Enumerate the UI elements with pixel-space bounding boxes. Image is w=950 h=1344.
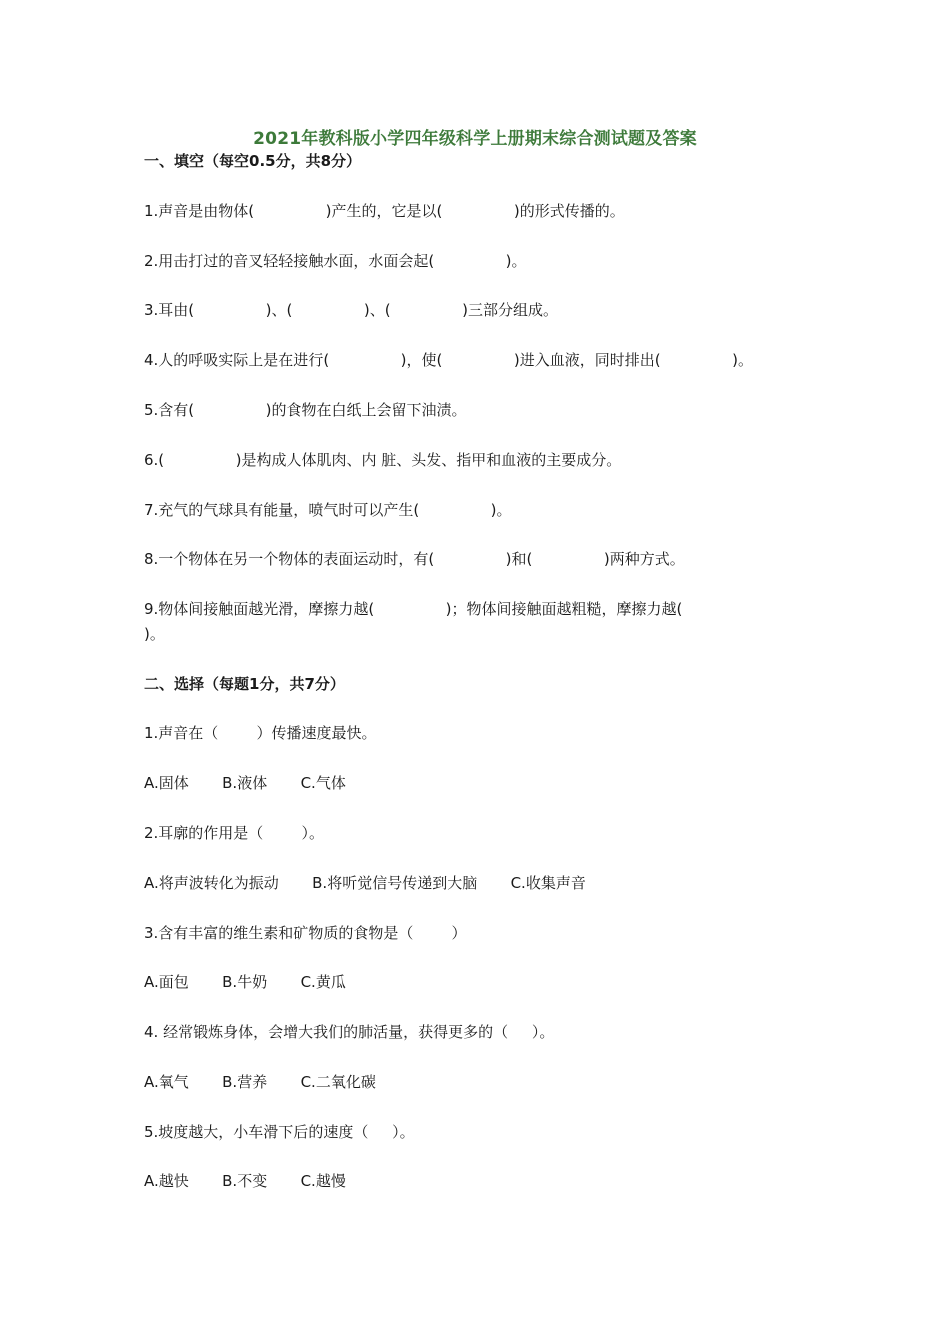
question-text: 2.用击打过的音叉轻轻接触水面，水面会起( )。 [144, 252, 527, 270]
section-heading-fill-in: 一、填空（每空0.5分，共8分） [144, 152, 362, 170]
question-text: 4.人的呼吸实际上是在进行( )，使( )进入血液，同时排出( )。 [144, 351, 753, 369]
question-text: 8.一个物体在另一个物体的表面运动时，有( )和( )两种方式。 [144, 550, 685, 568]
question-text: 1.声音是由物体( )产生的，它是以( )的形式传播的。 [144, 202, 625, 220]
question-text: 3.耳由( )、( )、( )三部分组成。 [144, 301, 558, 319]
answer-options: A.面包 B.牛奶 C.黄瓜 [144, 973, 346, 991]
question-text: 3.含有丰富的维生素和矿物质的食物是（ ） [144, 924, 467, 942]
question-text: 4. 经常锻炼身体，会增大我们的肺活量，获得更多的（ ）。 [144, 1023, 555, 1041]
question-text: 9.物体间接触面越光滑，摩擦力越( )；物体间接触面越粗糙，摩擦力越( [144, 600, 683, 618]
answer-options: A.将声波转化为振动 B.将听觉信号传递到大脑 C.收集声音 [144, 874, 586, 892]
question-text: 6.( )是构成人体肌肉、内 脏、头发、指甲和血液的主要成分。 [144, 451, 622, 469]
answer-options: A.氧气 B.营养 C.二氧化碳 [144, 1073, 376, 1091]
question-text: 5.坡度越大，小车滑下后的速度（ ）。 [144, 1123, 415, 1141]
page-title: 2021年教科版小学四年级科学上册期末综合测试题及答案 [253, 129, 697, 149]
question-text: 2.耳廓的作用是（ ）。 [144, 824, 324, 842]
question-text: 1.声音在（ ）传播速度最快。 [144, 724, 377, 742]
question-text: 5.含有( )的食物在白纸上会留下油渍。 [144, 401, 467, 419]
answer-options: A.越快 B.不变 C.越慢 [144, 1172, 346, 1190]
answer-options: A.固体 B.液体 C.气体 [144, 774, 346, 792]
question-text: 7.充气的气球具有能量，喷气时可以产生( )。 [144, 501, 512, 519]
question-text-continuation: )。 [144, 625, 165, 643]
section-heading-multiple-choice: 二、选择（每题1分，共7分） [144, 675, 345, 693]
